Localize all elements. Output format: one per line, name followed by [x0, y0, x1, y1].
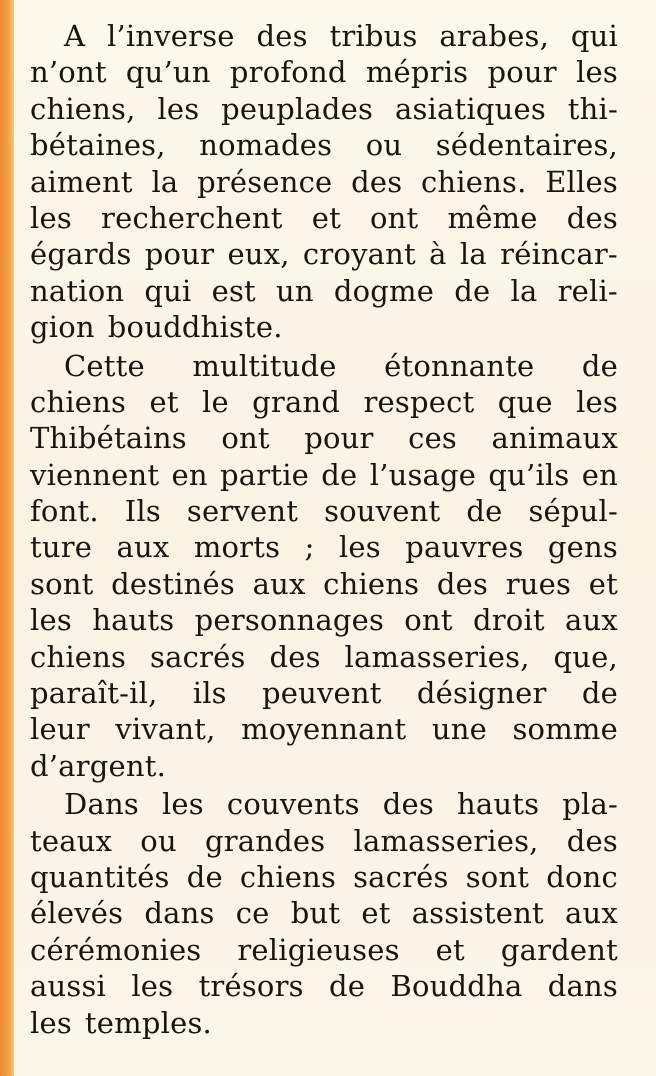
- text-line: [30, 54, 618, 90]
- word: recherchent: [101, 200, 283, 235]
- word: de: [466, 494, 503, 529]
- word: que,: [553, 639, 618, 674]
- word: sont: [465, 859, 530, 894]
- word: pour: [304, 421, 374, 456]
- word: quantités: [30, 859, 170, 894]
- word: ont: [221, 421, 270, 456]
- word: sacrés: [150, 639, 246, 674]
- word: croyant: [302, 237, 416, 272]
- word: et: [361, 896, 391, 931]
- word: d’argent.: [30, 748, 167, 783]
- word: chiens: [239, 859, 337, 894]
- word: lamasseries,: [344, 639, 530, 674]
- paragraph: [30, 18, 618, 346]
- word: Dans: [64, 787, 139, 822]
- word: chiens: [30, 384, 127, 419]
- word: bétaines,: [30, 128, 166, 163]
- word: gardent: [500, 932, 618, 967]
- word: qui: [144, 273, 192, 308]
- word: et: [149, 384, 179, 419]
- text-line: [30, 273, 618, 309]
- text-line: [30, 1005, 618, 1041]
- word: tribus: [329, 19, 418, 53]
- paragraph: [30, 786, 618, 1041]
- word: moyennant: [241, 712, 407, 747]
- word: des: [566, 200, 618, 235]
- word: teaux: [30, 823, 113, 858]
- word: respect: [363, 384, 475, 419]
- word: sacrés: [353, 859, 449, 894]
- word: hauts: [92, 603, 175, 638]
- word: assistent: [411, 896, 544, 931]
- word: la: [510, 273, 538, 308]
- word: un: [276, 273, 314, 308]
- article-text: [30, 18, 618, 1041]
- text-line: [30, 823, 618, 859]
- word: Thibétains: [30, 421, 187, 456]
- word: en: [171, 457, 208, 492]
- word: profond: [229, 55, 347, 90]
- word: les: [30, 1005, 72, 1040]
- word: peuplades: [221, 91, 374, 126]
- word: même: [447, 200, 538, 235]
- word: morts: [193, 530, 281, 565]
- word: nomades: [199, 128, 333, 163]
- word: souvent: [324, 494, 441, 529]
- text-line: [30, 859, 618, 895]
- text-line: [30, 566, 618, 602]
- word: donc: [546, 859, 618, 894]
- word: le: [202, 384, 229, 419]
- text-line: [30, 127, 618, 163]
- word: qu’ils: [488, 457, 570, 492]
- word: les: [161, 787, 204, 822]
- word: les: [30, 200, 72, 235]
- word: ce: [235, 896, 270, 931]
- word: dans: [547, 969, 618, 1004]
- word: dogme: [333, 273, 435, 308]
- word: dans: [144, 896, 215, 931]
- text-line: [30, 493, 618, 529]
- word: leur: [30, 712, 90, 747]
- word: la: [459, 237, 487, 272]
- word: égards: [30, 237, 132, 272]
- word: pauvres: [405, 530, 524, 565]
- word: but: [290, 896, 341, 931]
- word: chiens.: [420, 164, 527, 199]
- word: eux,: [227, 237, 290, 272]
- word: est: [211, 273, 256, 308]
- word: et: [435, 932, 465, 967]
- word: les: [338, 530, 381, 565]
- text-line: [30, 309, 618, 345]
- word: ont: [404, 603, 453, 638]
- word: nation: [30, 273, 125, 308]
- word: en: [581, 457, 618, 492]
- word: pour: [144, 237, 215, 272]
- text-line: [30, 932, 618, 968]
- word: ou: [365, 128, 403, 163]
- word: n’ont: [30, 55, 107, 90]
- text-line: [30, 91, 618, 127]
- word: des: [566, 823, 618, 858]
- word: les: [131, 969, 174, 1004]
- word: de: [321, 457, 358, 492]
- word: ont: [370, 200, 419, 235]
- word: qui: [570, 19, 618, 53]
- word: à: [429, 237, 447, 272]
- word: désigner: [416, 676, 547, 711]
- text-line: [30, 675, 618, 711]
- word: qu’un: [125, 55, 211, 90]
- word: aux: [565, 603, 618, 638]
- word: ;: [304, 530, 315, 565]
- word: l’usage: [369, 457, 477, 492]
- word: sépul-: [528, 494, 618, 529]
- text-line: [30, 348, 618, 384]
- text-line: [30, 602, 618, 638]
- text-line: [30, 639, 618, 675]
- word: ture: [30, 530, 93, 565]
- word: les: [30, 603, 72, 638]
- word: aiment: [30, 164, 133, 199]
- word: la: [151, 164, 179, 199]
- word: aux: [565, 896, 618, 931]
- text-line: [30, 895, 618, 931]
- word: servent: [186, 494, 299, 529]
- word: vivant,: [115, 712, 216, 747]
- word: les: [576, 384, 618, 419]
- word: chiens: [30, 639, 127, 674]
- word: Ils: [124, 494, 161, 529]
- word: les: [157, 91, 200, 126]
- word: hauts: [456, 787, 540, 822]
- text-line: [30, 748, 618, 784]
- word: viennent: [30, 457, 160, 492]
- word: pla-: [562, 787, 618, 822]
- text-line: [30, 968, 618, 1004]
- word: réincar-: [500, 237, 618, 272]
- word: gens: [547, 530, 618, 565]
- word: reli-: [557, 273, 618, 308]
- word: bouddhiste.: [107, 310, 283, 345]
- word: personnages: [194, 603, 385, 638]
- word: aux: [116, 530, 170, 565]
- text-line: [30, 200, 618, 236]
- word: couvents: [226, 787, 360, 822]
- word: aussi: [30, 969, 107, 1004]
- word: religieuses: [237, 932, 400, 967]
- word: l’inverse: [106, 19, 235, 53]
- word: aux: [252, 566, 306, 601]
- word: droit: [472, 603, 545, 638]
- orange-margin-strip: [0, 0, 14, 1076]
- paragraph: [30, 348, 618, 785]
- word: partie: [220, 457, 310, 492]
- word: les: [576, 55, 618, 90]
- word: cérémonies: [30, 932, 202, 967]
- word: Cette: [64, 348, 145, 383]
- word: mépris: [365, 55, 469, 90]
- word: rues: [505, 566, 572, 601]
- text-line: [30, 711, 618, 747]
- word: et: [311, 200, 341, 235]
- word: étonnante: [384, 348, 535, 383]
- word: des: [382, 787, 434, 822]
- word: gion: [30, 310, 95, 345]
- word: présence: [197, 164, 333, 199]
- word: des: [436, 566, 489, 601]
- word: multitude: [192, 348, 337, 383]
- word: des: [269, 639, 321, 674]
- text-line: [30, 18, 618, 54]
- text-line: [30, 529, 618, 565]
- word: que: [497, 384, 553, 419]
- word: chiens: [323, 566, 420, 601]
- word: grand: [252, 384, 341, 419]
- word: ces: [408, 421, 458, 456]
- word: peuvent: [261, 676, 382, 711]
- word: de: [329, 969, 366, 1004]
- word: A: [64, 19, 86, 53]
- word: une: [431, 712, 487, 747]
- word: et: [588, 566, 618, 601]
- word: ils: [192, 676, 227, 711]
- word: sédentaires,: [435, 128, 618, 163]
- word: grandes: [204, 823, 326, 858]
- word: Elles: [545, 164, 618, 199]
- word: arabes,: [439, 19, 550, 53]
- word: destinés: [111, 566, 235, 601]
- word: des: [256, 19, 308, 53]
- text-line: [30, 236, 618, 272]
- word: ou: [140, 823, 177, 858]
- word: chiens,: [30, 91, 136, 126]
- text-line: [30, 164, 618, 200]
- text-line: [30, 384, 618, 420]
- word: thi-: [567, 91, 618, 126]
- word: de: [581, 348, 618, 383]
- word: paraît-il,: [30, 676, 158, 711]
- word: animaux: [491, 421, 618, 456]
- word: temples.: [84, 1005, 212, 1040]
- word: lamasseries,: [353, 823, 539, 858]
- word: élevés: [30, 896, 124, 931]
- text-line: [30, 457, 618, 493]
- word: des: [351, 164, 403, 199]
- word: somme: [512, 712, 618, 747]
- text-line: [30, 786, 618, 822]
- word: de: [454, 273, 491, 308]
- word: de: [186, 859, 223, 894]
- word: asiatiques: [394, 91, 546, 126]
- word: pour: [487, 55, 557, 90]
- word: Bouddha: [390, 969, 523, 1004]
- word: de: [581, 676, 618, 711]
- word: trésors: [198, 969, 304, 1004]
- word: font.: [30, 494, 99, 529]
- text-line: [30, 420, 618, 456]
- word: sont: [30, 566, 94, 601]
